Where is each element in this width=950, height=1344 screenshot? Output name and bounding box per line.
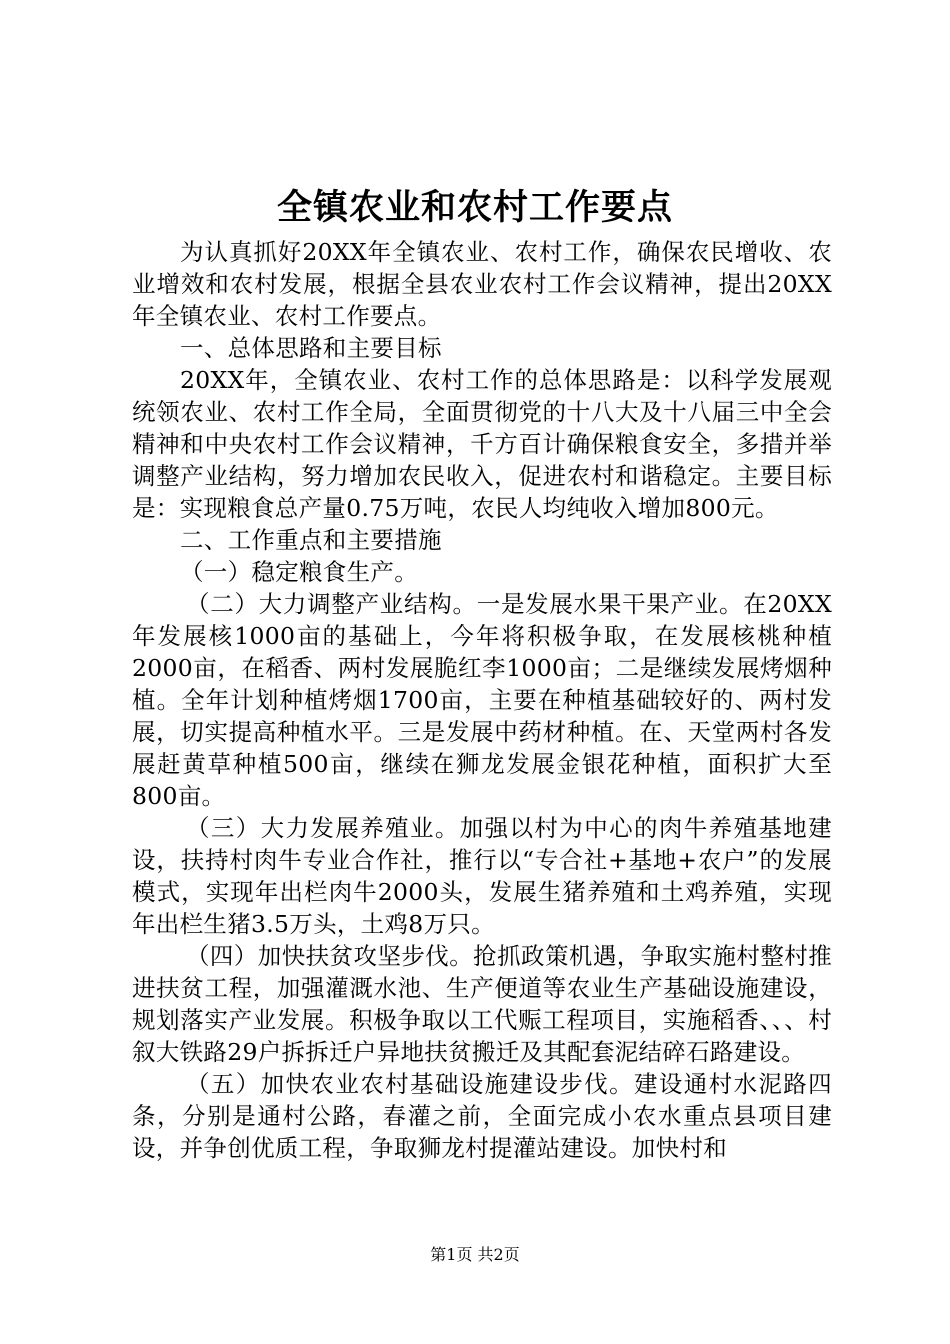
item-3: （三）大力发展养殖业。加强以村为中心的肉牛养殖基地建设，扶持村肉牛专业合作社，推行以“专合社+基地+农户”的发展模式，实现年出栏肉牛2000头，发展生猪养殖和土鸡养殖，实现年出栏生猪3.5万头，土鸡8万只。 — [132, 814, 832, 938]
page-number: 第1页 共2页 — [430, 1245, 520, 1264]
paragraph-overview: 20XX年，全镇农业、农村工作的总体思路是：以科学发展观统领农业、农村工作全局，全面贯彻党的十八大及十八届三中全会精神和中央农村工作会议精神，千方百计确保粮食安全，多措并举调整产业结构，努力增加农民收入，促进农村和谐稳定。主要目标是：实现粮食总产量0.75万吨，农民人均纯收入增加800元。 — [132, 366, 832, 522]
document-title: 全镇农业和农村工作要点 — [276, 187, 673, 228]
item-2: （二）大力调整产业结构。一是发展水果干果产业。在20XX年发展核1000亩的基础上，今年将积极争取，在发展核桃种植2000亩，在稻香、两村发展脆红李1000亩；二是继续发展烤烟种植。全年计划种植烤烟1700亩，主要在种植基础较好的、两村发展，切实提高种植水平。三是发展中药材种植。在、天堂两村各发展赶黄草种植500亩，继续在狮龙发展金银花种植，面积扩大至800亩。 — [132, 590, 832, 810]
section-heading-2: 二、工作重点和主要措施 — [180, 526, 442, 554]
document-body — [132, 236, 832, 1164]
item-4: （四）加快扶贫攻坚步伐。抢抓政策机遇，争取实施村整村推进扶贫工程，加强灌溉水池、生产便道等农业生产基础设施建设，规划落实产业发展。积极争取以工代赈工程项目，实施稻香、、、村叙大铁路29户拆拆迁户异地扶贫搬迁及其配套泥结碎石路建设。 — [132, 942, 832, 1066]
item-1: （一）稳定粮食生产。 — [180, 558, 418, 586]
intro-paragraph: 为认真抓好20XX年全镇农业、农村工作，确保农民增收、农业增效和农村发展，根据全县农业农村工作会议精神，提出20XX年全镇农业、农村工作要点。 — [132, 238, 832, 330]
section-heading-1: 一、总体思路和主要目标 — [180, 334, 442, 362]
item-5: （五）加快农业农村基础设施建设步伐。建设通村水泥路四条，分别是通村公路，春灌之前，全面完成小农水重点县项目建设，并争创优质工程，争取狮龙村提灌站建设。加快村和 — [132, 1070, 832, 1162]
